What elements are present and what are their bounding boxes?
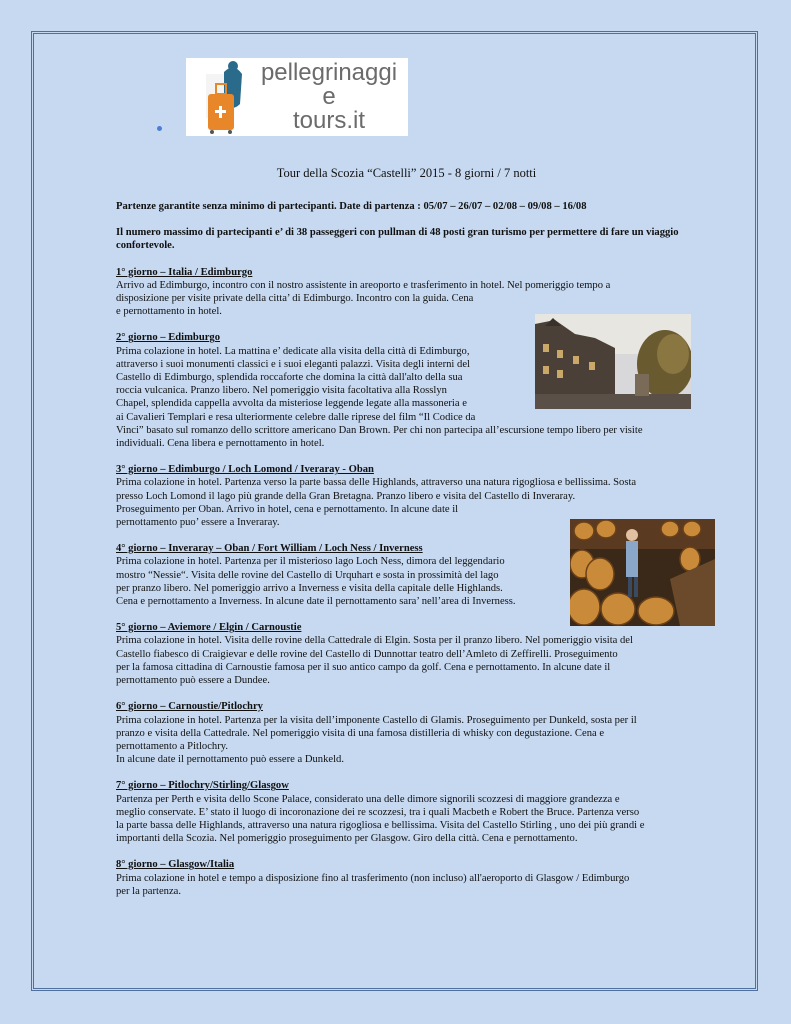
day-heading: 8° giorno – Glasgow/Italia [116, 859, 235, 871]
page-title: Tour della Scozia “Castelli” 2015 - 8 giorni / 7 notti [276, 166, 537, 180]
day-line: Prima colazione in hotel. Visita delle rovine della Cattedrale di Elgin. Sosta per il pranzo libero. Nel pomeriggio visita del [116, 635, 633, 647]
day-line: Vinci” basato sul romanzo dello scrittore americano Dan Brown. Per chi non partecipa all’escursione tempo libero per visite [116, 424, 643, 436]
logo-line-3: tours.it [292, 107, 366, 134]
bullet-dot [157, 126, 162, 131]
day-line: Proseguimento per Oban. Arrivo in hotel, cena e pernottamento. In alcune date il [116, 503, 459, 515]
day-line: Chapel, splendida cappella avvolta da misteriose leggende legate alla massoneria e [116, 398, 467, 410]
day-line: Partenza per Perth e visita dello Scone Palace, considerato una delle dimore signorili scozzesi di maggiore grandezza e [116, 793, 620, 805]
day-line: Prima colazione in hotel. Partenza per il misterioso lago Loch Ness, dimora del leggendario [116, 556, 505, 568]
day-line: per la famosa cittadina di Carnoustie famosa per il suo antico campo da golf. Cena e pernottamento. In alcune date il [116, 661, 611, 673]
day-line: meglio conservate. E’ stato il luogo di incoronazione dei re scozzesi, tra i quali Macbeth e Robert the Bruce. Partenza verso [116, 806, 640, 818]
logo-line-2: e [322, 83, 336, 110]
departures-text: Partenze garantite senza minimo di partecipanti. Date di partenza : 05/07 – 26/07 – 02/08 – 09/08 – 16/08 [116, 201, 587, 212]
day-line: Arrivo ad Edimburgo, incontro con il nostro assistente in areoporto e trasferimento in hotel. Nel pomeriggio tempo a [116, 279, 611, 291]
day-line: importanti della Scozia. Nel pomeriggio proseguimento per Glasgow. Giro della città. Cena e pernottamento. [116, 833, 578, 845]
whisky-distillery-photo [570, 519, 715, 626]
day-line: Prima colazione in hotel. La mattina e’ dedicate alla visita della città di Edimburgo, [116, 345, 470, 357]
day-line: disposizione per visite private della citta’ di Edimburgo. Incontro con la guida. Cena [116, 293, 474, 305]
day-heading: 1° giorno – Italia / Edimburgo [116, 266, 253, 278]
day-line: Prima colazione in hotel e tempo a disposizione fino al trasferimento (non incluso) all'aeroporto di Glasgow / Edimburgo [116, 872, 630, 884]
day-line: Castello fiabesco di Craigievar e delle rovine del Castello di Dunnottar teatro dell’Amleto di Zeffirelli. Proseguimento [116, 648, 618, 660]
logo-line-1: pellegrinaggi [260, 59, 398, 86]
day-heading: 5° giorno – Aviemore / Elgin / Carnoustie [116, 622, 302, 634]
company-logo [186, 58, 408, 136]
day-line: presso Loch Lomond il lago più grande della Gran Bretagna. Pranzo libero e visita del Castello di Inveraray. [116, 490, 576, 502]
day-line: pernottamento può essere a Dundee. [116, 675, 270, 687]
day-heading: 2° giorno – Edimburgo [116, 332, 221, 344]
day-line: Prima colazione in hotel. Partenza per la visita dell’imponente Castello di Glamis. Proseguimento per Dunkeld, sosta per il [116, 714, 637, 726]
day-line: attraverso i suoi monumenti classici e i suoi eleganti palazzi. Visita degli interni del [116, 358, 470, 370]
day-heading: 6° giorno – Carnoustie/Pitlochry [116, 701, 263, 713]
logo-text [252, 61, 406, 133]
day-heading: 4° giorno – Inveraray – Oban / Fort William / Loch Ness / Inverness [116, 543, 423, 555]
day-line: la parte bassa delle Highlands, attraverso una natura rigogliosa e bellissima. Visita del Castello Stirling , uno dei più grandi e [116, 819, 645, 831]
day-line: In alcune date il pernottamento può essere a Dunkeld. [116, 754, 344, 766]
day-line: e pernottamento in hotel. [116, 306, 222, 318]
day-line: pernottamento puo’ essere a Inveraray. [116, 517, 280, 529]
day-line: pranzo e visita della Cattedrale. Nel pomeriggio visita di una famosa distilleria di whisky con degustazione. Cena e [116, 727, 605, 739]
day-line: Cena e pernottamento a Inverness. In alcune date il pernottamento sara’ nell’area di Inverness. [116, 596, 516, 608]
max-participants-text: Il numero massimo di partecipanti e’ di 38 passeggeri con pullman di 48 posti gran turismo per permettere di fare un viaggio confortevole. [116, 227, 679, 252]
day-line: per pranzo libero. Nel pomeriggio arrivo a Inverness e visita della capitale delle Highlands. [116, 582, 503, 594]
day-line: ai Cavalieri Templari e resa ulteriormente celebre dalle riprese del film “Il Codice da [116, 411, 476, 423]
suitcase-icon [186, 58, 252, 136]
day-line: mostro “Nessie“. Visita delle rovine del Castello di Urquhart e sosta in prossimità del lago [116, 569, 499, 581]
day-line: pernottamento a Pitlochry. [116, 740, 228, 752]
edinburgh-street-photo [535, 314, 691, 409]
day-line: per la partenza. [116, 885, 181, 897]
day-heading: 7° giorno – Pitlochry/Stirling/Glasgow [116, 780, 289, 792]
day-heading: 3° giorno – Edimburgo / Loch Lomond / Iveraray - Oban [116, 464, 374, 476]
day-line: Castello di Edimburgo, splendida roccaforte che domina la città dall'alto della sua [116, 372, 463, 384]
day-line: roccia vulcanica. Pranzo libero. Nel pomeriggio visita facoltativa alla Rosslyn [116, 385, 447, 397]
day-line: individuali. Cena libera e pernottamento in hotel. [116, 438, 325, 450]
day-line: Prima colazione in hotel. Partenza verso la parte bassa delle Highlands, attraverso una natura rigogliosa e bellissima. Sosta [116, 477, 637, 489]
